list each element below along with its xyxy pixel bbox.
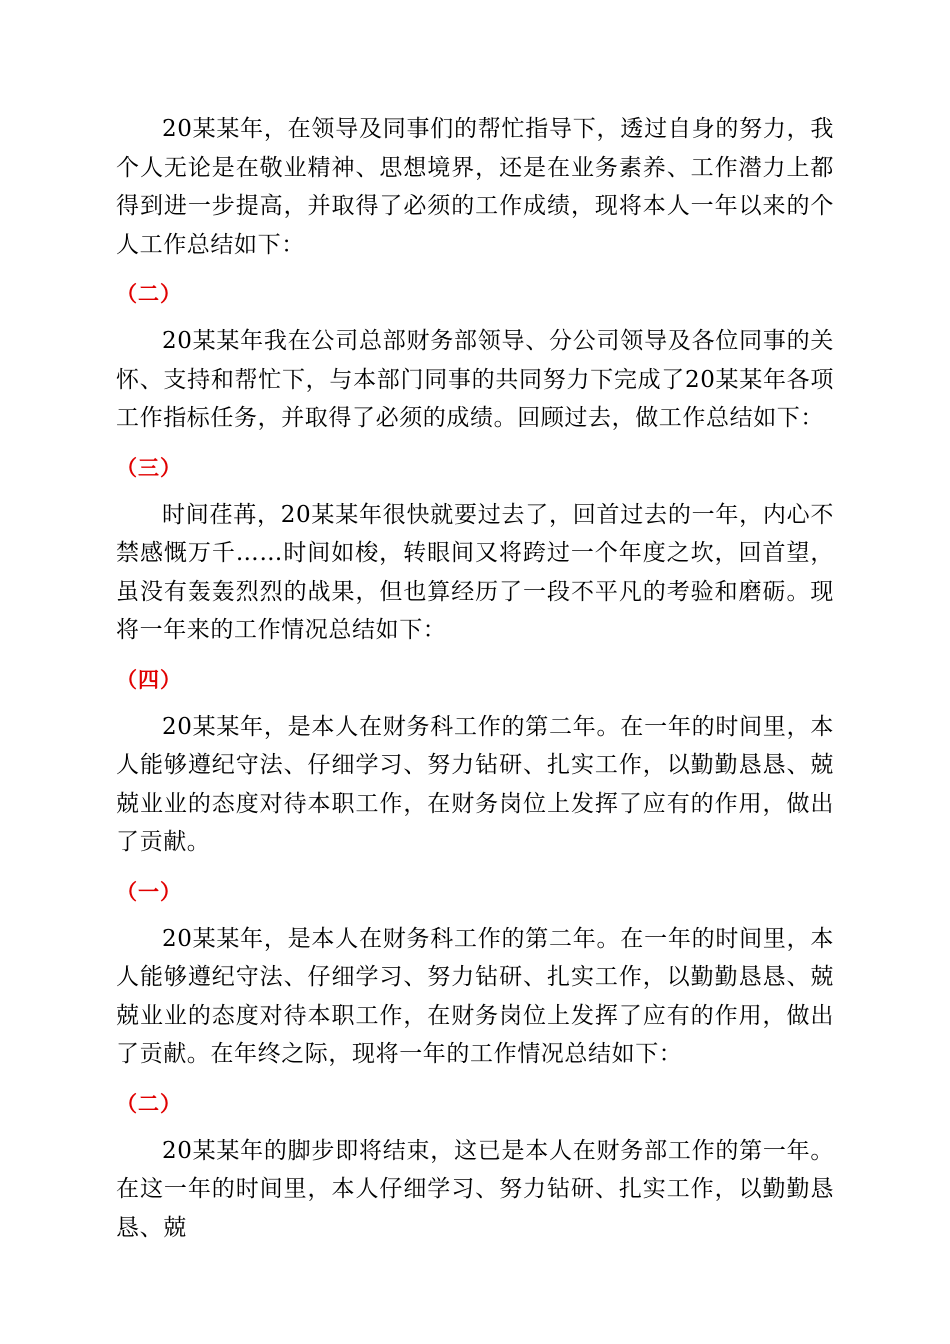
paragraph-6: 20某某年的脚步即将结束，这已是本人在财务部工作的第一年。在这一年的时间里，本人仔细学习、努力钻研、扎实工作，以勤勤恳恳、兢 <box>116 1137 834 1241</box>
paragraph-2: 20某某年我在公司总部财务部领导、分公司领导及各位同事的关怀、支持和帮忙下，与本部门同事的共同努力下完成了20某某年各项工作指标任务，并取得了必须的成绩。回顾过去，做工作总结如下： <box>116 328 834 431</box>
section-heading-2b: （二） <box>116 1091 182 1116</box>
document-body <box>116 110 834 1247</box>
section-heading-2: （二） <box>116 282 182 306</box>
paragraph-5: 20某某年，是本人在财务科工作的第二年。在一年的时间里，本人能够遵纪守法、仔细学习、努力钻研、扎实工作，以勤勤恳恳、兢兢业业的态度对待本职工作，在财务岗位上发挥了应有的作用，做出了贡献。在年终之际，现将一年的工作情况总结如下： <box>116 925 834 1067</box>
section-heading-1: （一） <box>116 879 182 904</box>
paragraph-4: 20某某年，是本人在财务科工作的第二年。在一年的时间里，本人能够遵纪守法、仔细学习、努力钻研、扎实工作，以勤勤恳恳、兢兢业业的态度对待本职工作，在财务岗位上发挥了应有的作用，做出了贡献。 <box>116 713 834 855</box>
paragraph-1: 20某某年，在领导及同事们的帮忙指导下，透过自身的努力，我个人无论是在敬业精神、思想境界，还是在业务素养、工作潜力上都得到进一步提高，并取得了必须的工作成绩，现将本人一年以来的个人工作总结如下： <box>116 116 834 258</box>
section-heading-3: （三） <box>116 455 182 480</box>
paragraph-3: 时间荏苒，20某某年很快就要过去了，回首过去的一年，内心不禁感慨万千……时间如梭，转眼间又将跨过一个年度之坎，回首望，虽没有轰轰烈烈的战果，但也算经历了一段不平凡的考验和磨砺。现将一年来的工作情况总结如下： <box>116 501 834 643</box>
section-heading-4: （四） <box>116 667 182 692</box>
